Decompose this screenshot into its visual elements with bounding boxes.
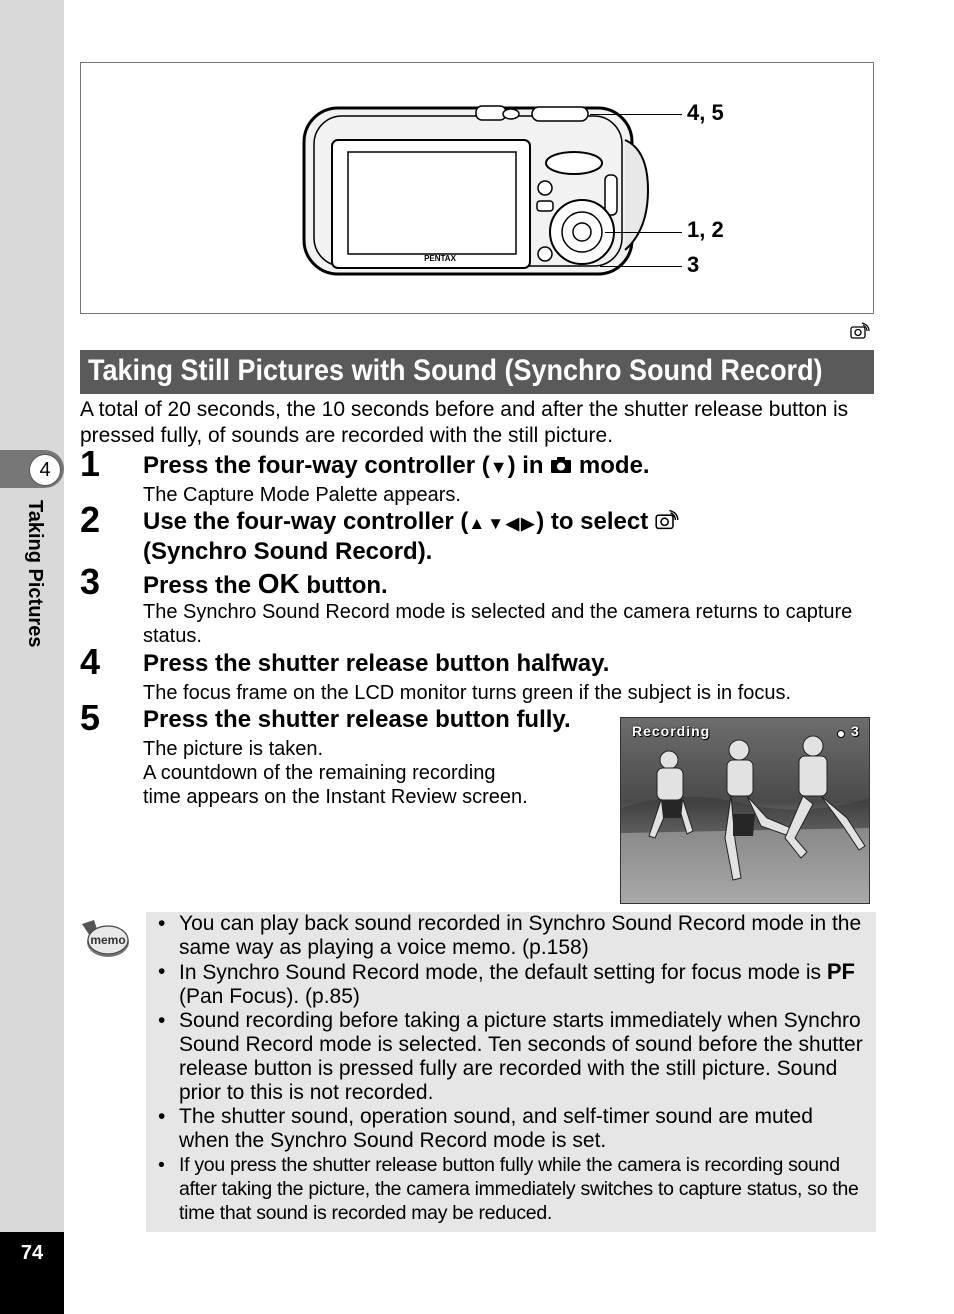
recording-countdown: 3	[851, 723, 859, 739]
camera-brand-label: PENTAX	[424, 254, 456, 263]
callout-3: 3	[687, 252, 700, 277]
chapter-title: Taking Pictures	[24, 500, 46, 648]
down-arrow-icon: ▼	[489, 457, 508, 477]
ok-button-label: OK	[257, 568, 300, 599]
step-5-description-1: The picture is taken.	[143, 738, 324, 760]
step-number-3: 3	[80, 561, 101, 602]
recording-indicator-icon	[837, 730, 845, 738]
chapter-number: 4	[29, 454, 61, 486]
step-2-title-line2: (Synchro Sound Record).	[143, 538, 433, 565]
callout-1-2: 1, 2	[687, 217, 724, 242]
step-3-title: Press the OK button.	[143, 568, 388, 599]
step-5-description-2: A countdown of the remaining recording	[143, 762, 496, 784]
step-5-description-3: time appears on the Instant Review screen.	[143, 786, 528, 808]
leader-line-4-5	[590, 114, 682, 115]
camera-mode-icon	[550, 456, 572, 474]
pan-focus-icon: PF	[826, 959, 855, 984]
chapter-side-tab	[0, 0, 64, 1314]
step-number-5: 5	[80, 697, 101, 738]
memo-item: • You can play back sound recorded in Synchro Sound Record mode in the same way as playing a voice memo. (p.158)	[158, 912, 868, 960]
children-running-image	[621, 718, 870, 904]
recording-label: Recording	[632, 723, 711, 739]
camera-back-illustration	[300, 100, 660, 280]
memo-item: • Sound recording before taking a picture starts immediately when Synchro Sound Record mode is selected. Ten seconds of sound before the shutter release button is pressed fully are recorded with the still picture. Sound prior to this is not recorded.	[158, 1009, 868, 1105]
step-5-title: Press the shutter release button fully.	[143, 706, 571, 733]
intro-paragraph: A total of 20 seconds, the 10 seconds before and after the shutter release button is pressed fully, of sounds are recorded with the still picture.	[80, 398, 849, 447]
section-title: Taking Still Pictures with Sound (Synchro Sound Record)	[88, 354, 823, 387]
instant-review-photo	[620, 717, 870, 904]
memo-icon	[80, 918, 132, 962]
step-number-1: 1	[80, 443, 101, 484]
memo-item: • The shutter sound, operation sound, and self-timer sound are muted when the Synchro Sound Record mode is set.	[158, 1105, 868, 1153]
memo-item: • In Synchro Sound Record mode, the default setting for focus mode is PF (Pan Focus). (p.85)	[158, 960, 868, 1009]
page-number: 74	[20, 1242, 44, 1264]
step-4-description: The focus frame on the LCD monitor turns green if the subject is in focus.	[143, 682, 792, 704]
step-number-4: 4	[80, 641, 101, 682]
synchro-sound-mode-icon	[850, 322, 870, 340]
step-2-title: Use the four-way controller (▲▼◀▶) to select	[143, 507, 679, 539]
step-number-2: 2	[80, 499, 101, 540]
memo-list	[158, 912, 868, 1225]
memo-item: • If you press the shutter release button fully while the camera is recording sound after taking the picture, the camera immediately switches to capture status, so the time that sound is recorded may be reduced.	[158, 1153, 868, 1225]
leader-line-1-2	[605, 232, 682, 233]
memo-icon-label: memo	[90, 933, 126, 947]
leader-line-3	[600, 266, 682, 267]
step-1-title: Press the four-way controller (▼) in mode.	[143, 452, 650, 479]
synchro-sound-icon	[655, 509, 679, 531]
step-4-title: Press the shutter release button halfway.	[143, 650, 610, 677]
step-3-description: The Synchro Sound Record mode is selected and the camera returns to capture status.	[143, 601, 853, 647]
step-1-description: The Capture Mode Palette appears.	[143, 484, 461, 506]
callout-4-5: 4, 5	[687, 100, 724, 125]
four-way-arrows-icon: ▲▼◀▶	[468, 514, 537, 533]
